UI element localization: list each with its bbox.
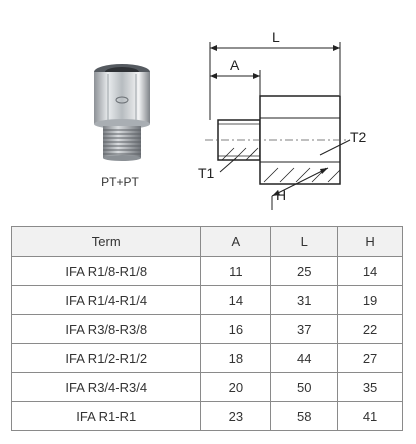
cell-h: 22 xyxy=(338,315,403,344)
cell-a: 11 xyxy=(201,257,271,286)
cell-a: 23 xyxy=(201,402,271,431)
table-row xyxy=(12,373,403,402)
cell-a: 18 xyxy=(201,344,271,373)
cell-l: 50 xyxy=(271,373,338,402)
cell-l: 58 xyxy=(271,402,338,431)
product-photo xyxy=(72,62,172,167)
cell-a: 20 xyxy=(201,373,271,402)
spec-table xyxy=(11,226,403,431)
label-T1: T1 xyxy=(198,165,215,181)
header-term: Term xyxy=(12,227,201,257)
dimension-drawing xyxy=(190,20,380,220)
cell-a: 16 xyxy=(201,315,271,344)
header-l: L xyxy=(271,227,338,257)
cell-l: 37 xyxy=(271,315,338,344)
cell-h: 19 xyxy=(338,286,403,315)
table-row xyxy=(12,402,403,431)
cell-h: 41 xyxy=(338,402,403,431)
label-L: L xyxy=(272,29,280,45)
cell-term: IFA R1/4-R1/4 xyxy=(12,286,201,315)
cell-term: IFA R3/4-R3/4 xyxy=(12,373,201,402)
cell-term: IFA R3/8-R3/8 xyxy=(12,315,201,344)
table-row xyxy=(12,344,403,373)
cell-term: IFA R1/2-R1/2 xyxy=(12,344,201,373)
product-caption: PT+PT xyxy=(101,175,139,189)
table-header-row xyxy=(12,227,403,257)
cell-term: IFA R1-R1 xyxy=(12,402,201,431)
cell-h: 35 xyxy=(338,373,403,402)
table-row xyxy=(12,315,403,344)
cell-h: 14 xyxy=(338,257,403,286)
cell-l: 31 xyxy=(271,286,338,315)
label-T2: T2 xyxy=(350,129,367,145)
header-a: A xyxy=(201,227,271,257)
label-A: A xyxy=(230,57,240,73)
cell-h: 27 xyxy=(338,344,403,373)
cell-l: 44 xyxy=(271,344,338,373)
table-row xyxy=(12,286,403,315)
label-H: H xyxy=(276,187,287,203)
header-h: H xyxy=(338,227,403,257)
cell-a: 14 xyxy=(201,286,271,315)
table-row xyxy=(12,257,403,286)
cell-l: 25 xyxy=(271,257,338,286)
cell-term: IFA R1/8-R1/8 xyxy=(12,257,201,286)
